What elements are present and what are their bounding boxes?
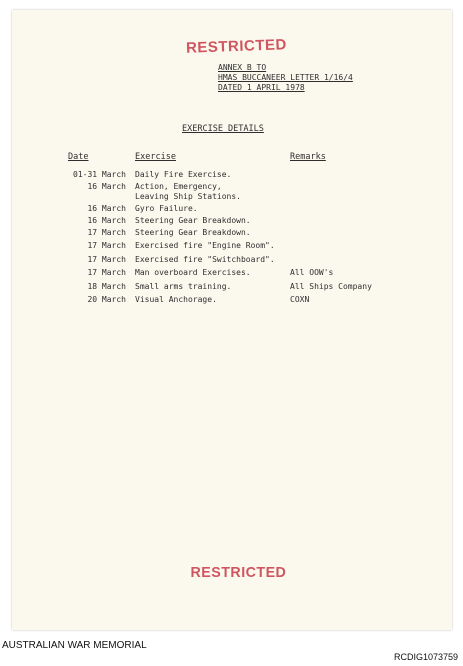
row-date: 16 March bbox=[87, 204, 126, 213]
row-date: 17 March bbox=[87, 228, 126, 237]
record-id: RCDIG1073759 bbox=[393, 652, 458, 662]
row-remarks: All Ships Company bbox=[290, 282, 372, 291]
row-exercise: Gyro Failure. bbox=[135, 204, 198, 213]
row-exercise: Steering Gear Breakdown. bbox=[135, 228, 251, 237]
institution-label: AUSTRALIAN WAR MEMORIAL bbox=[2, 640, 147, 651]
row-exercise: Visual Anchorage. bbox=[135, 295, 217, 304]
row-date: 16 March bbox=[87, 216, 126, 225]
row-date: 17 March bbox=[87, 268, 126, 277]
row-exercise: Exercised fire "Switchboard". bbox=[135, 255, 275, 264]
row-date: 01-31 March bbox=[73, 170, 126, 179]
row-exercise: Exercised fire "Engine Room". bbox=[135, 241, 275, 250]
exercise-column-header: Exercise bbox=[135, 152, 176, 162]
annex-reference bbox=[218, 63, 353, 93]
row-date: 18 March bbox=[87, 282, 126, 291]
row-exercise: Small arms training. bbox=[135, 282, 232, 291]
row-remarks: All OOW's bbox=[290, 268, 334, 277]
row-date: 20 March bbox=[87, 295, 126, 304]
annex-line: ANNEX B TO bbox=[218, 63, 267, 72]
annex-line: DATED 1 APRIL 1978 bbox=[218, 83, 305, 92]
row-date: 16 March bbox=[87, 182, 126, 191]
row-exercise: Steering Gear Breakdown. bbox=[135, 216, 251, 225]
row-exercise: Daily Fire Exercise. bbox=[135, 170, 232, 179]
date-column-header: Date bbox=[68, 152, 89, 162]
restricted-stamp-top: RESTRICTED bbox=[185, 36, 288, 57]
row-exercise: Action, Emergency, Leaving Ship Stations. bbox=[135, 182, 241, 201]
document-page bbox=[12, 10, 452, 630]
restricted-stamp-bottom: RESTRICTED bbox=[190, 564, 287, 581]
row-date: 17 March bbox=[87, 241, 126, 250]
row-remarks: COXN bbox=[290, 295, 310, 304]
document-title: EXERCISE DETAILS bbox=[182, 124, 264, 134]
annex-line: HMAS BUCCANEER LETTER 1/16/4 bbox=[218, 73, 353, 82]
remarks-column-header: Remarks bbox=[290, 152, 326, 162]
row-exercise: Man overboard Exercises. bbox=[135, 268, 251, 277]
row-date: 17 March bbox=[87, 255, 126, 264]
